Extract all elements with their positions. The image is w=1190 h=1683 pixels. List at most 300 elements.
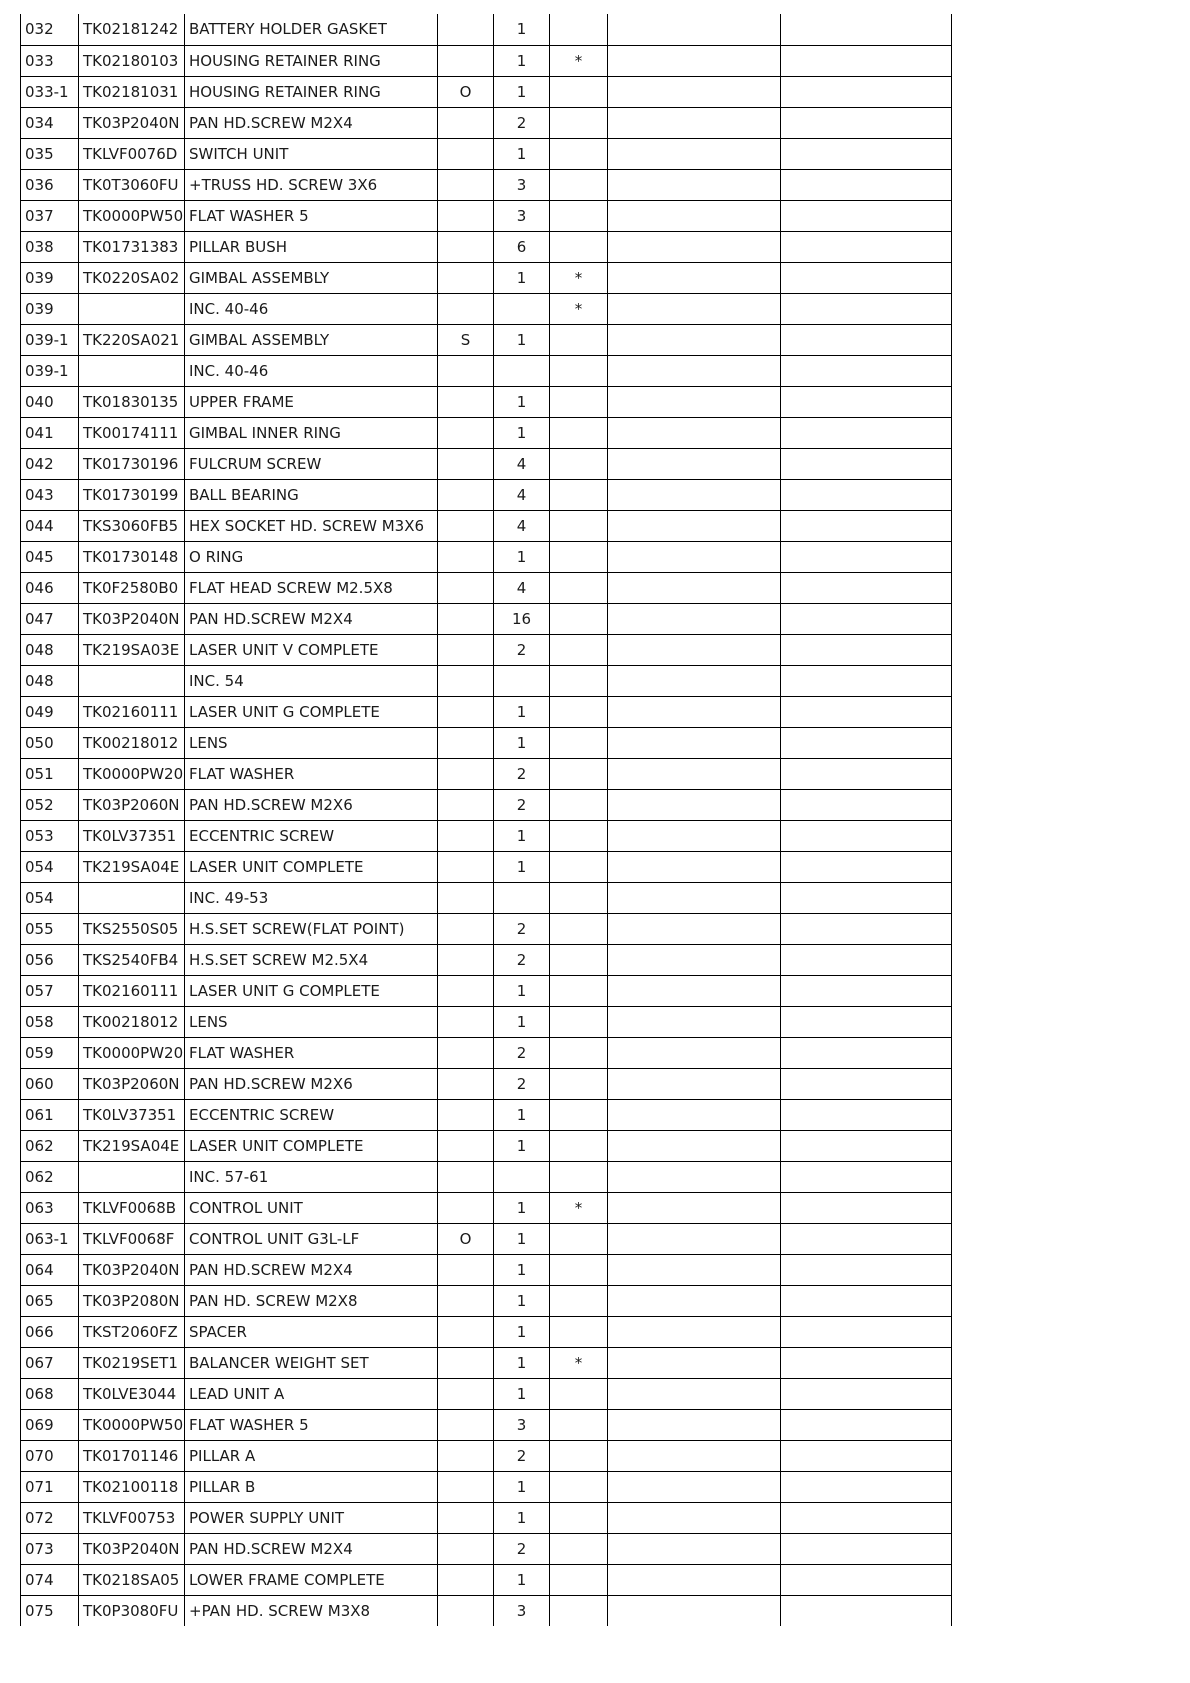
quantity-cell: 4 xyxy=(494,448,550,479)
table-row xyxy=(21,851,952,882)
description-cell: GIMBAL INNER RING xyxy=(185,417,438,448)
table-row xyxy=(21,1316,952,1347)
empty-cell xyxy=(608,1099,781,1130)
part-code-cell: TK0LVE3044 xyxy=(79,1378,185,1409)
description-cell: LASER UNIT COMPLETE xyxy=(185,851,438,882)
empty-cell xyxy=(608,1254,781,1285)
quantity-cell: 2 xyxy=(494,913,550,944)
part-code-cell: TK01830135 xyxy=(79,386,185,417)
empty-cell xyxy=(781,820,952,851)
item-number-cell: 055 xyxy=(21,913,79,944)
empty-cell xyxy=(781,1440,952,1471)
item-number-cell: 062 xyxy=(21,1130,79,1161)
item-number-cell: 065 xyxy=(21,1285,79,1316)
note-mark-cell xyxy=(550,1595,608,1626)
description-cell: HEX SOCKET HD. SCREW M3X6 xyxy=(185,510,438,541)
quantity-cell: 1 xyxy=(494,541,550,572)
quantity-cell: 3 xyxy=(494,169,550,200)
empty-cell xyxy=(608,1316,781,1347)
table-row xyxy=(21,975,952,1006)
item-number-cell: 040 xyxy=(21,386,79,417)
table-row xyxy=(21,1006,952,1037)
description-cell: INC. 54 xyxy=(185,665,438,696)
empty-cell xyxy=(608,386,781,417)
table-row xyxy=(21,324,952,355)
table-row xyxy=(21,1130,952,1161)
table-row xyxy=(21,231,952,262)
empty-cell xyxy=(608,665,781,696)
flag-cell xyxy=(438,1161,494,1192)
description-cell: BALANCER WEIGHT SET xyxy=(185,1347,438,1378)
description-cell: PILLAR BUSH xyxy=(185,231,438,262)
empty-cell xyxy=(608,14,781,45)
item-number-cell: 048 xyxy=(21,665,79,696)
description-cell: GIMBAL ASSEMBLY xyxy=(185,324,438,355)
part-code-cell: TK02160111 xyxy=(79,696,185,727)
flag-cell xyxy=(438,107,494,138)
empty-cell xyxy=(781,789,952,820)
empty-cell xyxy=(608,1285,781,1316)
description-cell: +PAN HD. SCREW M3X8 xyxy=(185,1595,438,1626)
item-number-cell: 064 xyxy=(21,1254,79,1285)
quantity-cell: 1 xyxy=(494,417,550,448)
part-code-cell xyxy=(79,665,185,696)
item-number-cell: 059 xyxy=(21,1037,79,1068)
empty-cell xyxy=(608,1192,781,1223)
table-row xyxy=(21,882,952,913)
empty-cell xyxy=(608,1037,781,1068)
quantity-cell: 1 xyxy=(494,1254,550,1285)
note-mark-cell xyxy=(550,1564,608,1595)
note-mark-cell xyxy=(550,1037,608,1068)
empty-cell xyxy=(781,45,952,76)
quantity-cell: 4 xyxy=(494,479,550,510)
part-code-cell: TK0219SET1 xyxy=(79,1347,185,1378)
table-row xyxy=(21,758,952,789)
part-code-cell: TK0218SA05 xyxy=(79,1564,185,1595)
flag-cell xyxy=(438,975,494,1006)
empty-cell xyxy=(781,1037,952,1068)
flag-cell xyxy=(438,696,494,727)
note-mark-cell xyxy=(550,1471,608,1502)
flag-cell xyxy=(438,1099,494,1130)
flag-cell xyxy=(438,944,494,975)
quantity-cell: 1 xyxy=(494,1378,550,1409)
note-mark-cell xyxy=(550,820,608,851)
table-row xyxy=(21,107,952,138)
quantity-cell: 3 xyxy=(494,200,550,231)
empty-cell xyxy=(781,851,952,882)
quantity-cell: 6 xyxy=(494,231,550,262)
empty-cell xyxy=(608,510,781,541)
part-code-cell: TK01701146 xyxy=(79,1440,185,1471)
item-number-cell: 074 xyxy=(21,1564,79,1595)
empty-cell xyxy=(781,1533,952,1564)
flag-cell: S xyxy=(438,324,494,355)
item-number-cell: 034 xyxy=(21,107,79,138)
description-cell: PAN HD.SCREW M2X4 xyxy=(185,1533,438,1564)
flag-cell xyxy=(438,45,494,76)
quantity-cell: 1 xyxy=(494,14,550,45)
empty-cell xyxy=(781,448,952,479)
empty-cell xyxy=(781,1254,952,1285)
description-cell: PILLAR B xyxy=(185,1471,438,1502)
item-number-cell: 052 xyxy=(21,789,79,820)
part-code-cell: TK02160111 xyxy=(79,975,185,1006)
quantity-cell: 1 xyxy=(494,324,550,355)
table-row xyxy=(21,1192,952,1223)
empty-cell xyxy=(608,479,781,510)
description-cell: POWER SUPPLY UNIT xyxy=(185,1502,438,1533)
table-row xyxy=(21,1347,952,1378)
empty-cell xyxy=(781,1161,952,1192)
quantity-cell: 2 xyxy=(494,1533,550,1564)
part-code-cell: TK03P2040N xyxy=(79,107,185,138)
empty-cell xyxy=(608,572,781,603)
flag-cell xyxy=(438,1347,494,1378)
empty-cell xyxy=(781,541,952,572)
item-number-cell: 035 xyxy=(21,138,79,169)
table-row xyxy=(21,14,952,45)
note-mark-cell xyxy=(550,1068,608,1099)
part-code-cell: TK01731383 xyxy=(79,231,185,262)
table-row xyxy=(21,1564,952,1595)
parts-list-table xyxy=(20,14,952,1626)
item-number-cell: 044 xyxy=(21,510,79,541)
empty-cell xyxy=(608,1378,781,1409)
quantity-cell xyxy=(494,355,550,386)
flag-cell xyxy=(438,169,494,200)
flag-cell xyxy=(438,1378,494,1409)
empty-cell xyxy=(781,944,952,975)
empty-cell xyxy=(781,107,952,138)
description-cell: PAN HD.SCREW M2X6 xyxy=(185,1068,438,1099)
note-mark-cell xyxy=(550,665,608,696)
note-mark-cell xyxy=(550,417,608,448)
quantity-cell: 1 xyxy=(494,76,550,107)
description-cell: LOWER FRAME COMPLETE xyxy=(185,1564,438,1595)
empty-cell xyxy=(608,169,781,200)
description-cell: SWITCH UNIT xyxy=(185,138,438,169)
empty-cell xyxy=(781,665,952,696)
empty-cell xyxy=(608,882,781,913)
quantity-cell: 1 xyxy=(494,1564,550,1595)
empty-cell xyxy=(781,758,952,789)
part-code-cell xyxy=(79,355,185,386)
item-number-cell: 049 xyxy=(21,696,79,727)
description-cell: FULCRUM SCREW xyxy=(185,448,438,479)
item-number-cell: 042 xyxy=(21,448,79,479)
table-row xyxy=(21,262,952,293)
note-mark-cell: * xyxy=(550,293,608,324)
part-code-cell: TK02181242 xyxy=(79,14,185,45)
empty-cell xyxy=(781,1285,952,1316)
empty-cell xyxy=(608,1595,781,1626)
flag-cell xyxy=(438,1006,494,1037)
quantity-cell xyxy=(494,665,550,696)
flag-cell xyxy=(438,572,494,603)
part-code-cell xyxy=(79,293,185,324)
part-code-cell: TKS2550S05 xyxy=(79,913,185,944)
empty-cell xyxy=(781,572,952,603)
part-code-cell: TK01730196 xyxy=(79,448,185,479)
note-mark-cell xyxy=(550,200,608,231)
item-number-cell: 063 xyxy=(21,1192,79,1223)
description-cell: HOUSING RETAINER RING xyxy=(185,76,438,107)
note-mark-cell xyxy=(550,138,608,169)
note-mark-cell xyxy=(550,1440,608,1471)
description-cell: LASER UNIT COMPLETE xyxy=(185,1130,438,1161)
description-cell: PILLAR A xyxy=(185,1440,438,1471)
quantity-cell: 2 xyxy=(494,1440,550,1471)
part-code-cell: TK00218012 xyxy=(79,1006,185,1037)
part-code-cell xyxy=(79,1161,185,1192)
table-row xyxy=(21,696,952,727)
empty-cell xyxy=(781,1192,952,1223)
description-cell: LENS xyxy=(185,727,438,758)
note-mark-cell xyxy=(550,14,608,45)
empty-cell xyxy=(608,231,781,262)
note-mark-cell xyxy=(550,479,608,510)
empty-cell xyxy=(781,262,952,293)
empty-cell xyxy=(781,138,952,169)
empty-cell xyxy=(608,634,781,665)
flag-cell xyxy=(438,1285,494,1316)
part-code-cell: TK00218012 xyxy=(79,727,185,758)
table-row xyxy=(21,603,952,634)
empty-cell xyxy=(608,1130,781,1161)
empty-cell xyxy=(608,1161,781,1192)
quantity-cell: 3 xyxy=(494,1409,550,1440)
description-cell: LASER UNIT G COMPLETE xyxy=(185,696,438,727)
empty-cell xyxy=(781,355,952,386)
part-code-cell: TKLVF0068B xyxy=(79,1192,185,1223)
empty-cell xyxy=(781,1409,952,1440)
flag-cell xyxy=(438,758,494,789)
part-code-cell: TK0000PW20 xyxy=(79,1037,185,1068)
part-code-cell: TK0000PW20 xyxy=(79,758,185,789)
part-code-cell: TK219SA04E xyxy=(79,1130,185,1161)
note-mark-cell xyxy=(550,231,608,262)
table-row xyxy=(21,1595,952,1626)
description-cell: INC. 40-46 xyxy=(185,355,438,386)
quantity-cell: 1 xyxy=(494,138,550,169)
note-mark-cell xyxy=(550,975,608,1006)
table-row xyxy=(21,76,952,107)
quantity-cell: 3 xyxy=(494,1595,550,1626)
quantity-cell: 2 xyxy=(494,1037,550,1068)
note-mark-cell xyxy=(550,1006,608,1037)
item-number-cell: 037 xyxy=(21,200,79,231)
empty-cell xyxy=(781,1347,952,1378)
empty-cell xyxy=(608,820,781,851)
item-number-cell: 039 xyxy=(21,262,79,293)
note-mark-cell: * xyxy=(550,262,608,293)
description-cell: INC. 57-61 xyxy=(185,1161,438,1192)
note-mark-cell xyxy=(550,1502,608,1533)
item-number-cell: 066 xyxy=(21,1316,79,1347)
note-mark-cell xyxy=(550,1254,608,1285)
description-cell: LASER UNIT G COMPLETE xyxy=(185,975,438,1006)
description-cell: FLAT WASHER 5 xyxy=(185,1409,438,1440)
part-code-cell: TK02100118 xyxy=(79,1471,185,1502)
flag-cell xyxy=(438,541,494,572)
empty-cell xyxy=(781,293,952,324)
flag-cell xyxy=(438,293,494,324)
empty-cell xyxy=(608,1223,781,1254)
description-cell: PAN HD.SCREW M2X6 xyxy=(185,789,438,820)
part-code-cell: TKS2540FB4 xyxy=(79,944,185,975)
part-code-cell: TK03P2080N xyxy=(79,1285,185,1316)
note-mark-cell xyxy=(550,572,608,603)
part-code-cell: TK03P2040N xyxy=(79,1254,185,1285)
empty-cell xyxy=(781,386,952,417)
table-row xyxy=(21,1099,952,1130)
table-row xyxy=(21,634,952,665)
flag-cell xyxy=(438,1471,494,1502)
empty-cell xyxy=(608,758,781,789)
item-number-cell: 039 xyxy=(21,293,79,324)
empty-cell xyxy=(781,510,952,541)
item-number-cell: 063-1 xyxy=(21,1223,79,1254)
empty-cell xyxy=(608,138,781,169)
flag-cell xyxy=(438,789,494,820)
flag-cell xyxy=(438,262,494,293)
note-mark-cell xyxy=(550,758,608,789)
description-cell: LASER UNIT V COMPLETE xyxy=(185,634,438,665)
empty-cell xyxy=(608,1347,781,1378)
table-row xyxy=(21,789,952,820)
table-row xyxy=(21,944,952,975)
empty-cell xyxy=(608,727,781,758)
empty-cell xyxy=(608,944,781,975)
quantity-cell xyxy=(494,882,550,913)
item-number-cell: 058 xyxy=(21,1006,79,1037)
empty-cell xyxy=(781,882,952,913)
table-row xyxy=(21,1285,952,1316)
empty-cell xyxy=(608,1409,781,1440)
description-cell: INC. 49-53 xyxy=(185,882,438,913)
quantity-cell: 1 xyxy=(494,1130,550,1161)
quantity-cell: 1 xyxy=(494,975,550,1006)
item-number-cell: 061 xyxy=(21,1099,79,1130)
item-number-cell: 057 xyxy=(21,975,79,1006)
empty-cell xyxy=(781,14,952,45)
table-row xyxy=(21,1161,952,1192)
item-number-cell: 072 xyxy=(21,1502,79,1533)
note-mark-cell xyxy=(550,510,608,541)
flag-cell xyxy=(438,386,494,417)
part-code-cell: TK02180103 xyxy=(79,45,185,76)
note-mark-cell xyxy=(550,1533,608,1564)
table-row xyxy=(21,386,952,417)
item-number-cell: 060 xyxy=(21,1068,79,1099)
item-number-cell: 045 xyxy=(21,541,79,572)
table-row xyxy=(21,913,952,944)
flag-cell xyxy=(438,1502,494,1533)
empty-cell xyxy=(608,448,781,479)
quantity-cell: 1 xyxy=(494,1347,550,1378)
table-row xyxy=(21,1223,952,1254)
empty-cell xyxy=(781,479,952,510)
empty-cell xyxy=(781,696,952,727)
quantity-cell xyxy=(494,1161,550,1192)
empty-cell xyxy=(608,324,781,355)
description-cell: PAN HD.SCREW M2X4 xyxy=(185,107,438,138)
empty-cell xyxy=(781,200,952,231)
description-cell: GIMBAL ASSEMBLY xyxy=(185,262,438,293)
table-row xyxy=(21,1254,952,1285)
item-number-cell: 054 xyxy=(21,882,79,913)
note-mark-cell: * xyxy=(550,1347,608,1378)
item-number-cell: 039-1 xyxy=(21,324,79,355)
empty-cell xyxy=(781,1471,952,1502)
part-code-cell: TK0000PW50 xyxy=(79,1409,185,1440)
flag-cell xyxy=(438,665,494,696)
flag-cell xyxy=(438,138,494,169)
flag-cell xyxy=(438,510,494,541)
empty-cell xyxy=(781,231,952,262)
note-mark-cell: * xyxy=(550,45,608,76)
description-cell: LENS xyxy=(185,1006,438,1037)
item-number-cell: 068 xyxy=(21,1378,79,1409)
table-row xyxy=(21,1068,952,1099)
part-code-cell: TK03P2040N xyxy=(79,1533,185,1564)
table-row xyxy=(21,1409,952,1440)
empty-cell xyxy=(608,1564,781,1595)
table-row xyxy=(21,138,952,169)
empty-cell xyxy=(608,417,781,448)
description-cell: ECCENTRIC SCREW xyxy=(185,820,438,851)
empty-cell xyxy=(781,1006,952,1037)
description-cell: BALL BEARING xyxy=(185,479,438,510)
part-code-cell: TKLVF00753 xyxy=(79,1502,185,1533)
flag-cell xyxy=(438,231,494,262)
flag-cell xyxy=(438,1192,494,1223)
note-mark-cell xyxy=(550,1409,608,1440)
part-code-cell: TK0000PW50 xyxy=(79,200,185,231)
empty-cell xyxy=(608,1471,781,1502)
note-mark-cell xyxy=(550,1223,608,1254)
table-row xyxy=(21,169,952,200)
empty-cell xyxy=(608,696,781,727)
flag-cell xyxy=(438,1564,494,1595)
description-cell: INC. 40-46 xyxy=(185,293,438,324)
quantity-cell: 1 xyxy=(494,1099,550,1130)
flag-cell: O xyxy=(438,1223,494,1254)
empty-cell xyxy=(608,107,781,138)
description-cell: CONTROL UNIT xyxy=(185,1192,438,1223)
item-number-cell: 032 xyxy=(21,14,79,45)
empty-cell xyxy=(608,789,781,820)
description-cell: PAN HD.SCREW M2X4 xyxy=(185,603,438,634)
table-row xyxy=(21,510,952,541)
flag-cell xyxy=(438,634,494,665)
note-mark-cell: * xyxy=(550,1192,608,1223)
part-code-cell: TK03P2060N xyxy=(79,789,185,820)
part-code-cell: TK219SA04E xyxy=(79,851,185,882)
part-code-cell: TK0LV37351 xyxy=(79,820,185,851)
flag-cell xyxy=(438,1130,494,1161)
note-mark-cell xyxy=(550,634,608,665)
item-number-cell: 070 xyxy=(21,1440,79,1471)
description-cell: FLAT WASHER xyxy=(185,1037,438,1068)
empty-cell xyxy=(608,355,781,386)
empty-cell xyxy=(781,1378,952,1409)
empty-cell xyxy=(781,1223,952,1254)
part-code-cell: TK03P2040N xyxy=(79,603,185,634)
empty-cell xyxy=(608,1533,781,1564)
